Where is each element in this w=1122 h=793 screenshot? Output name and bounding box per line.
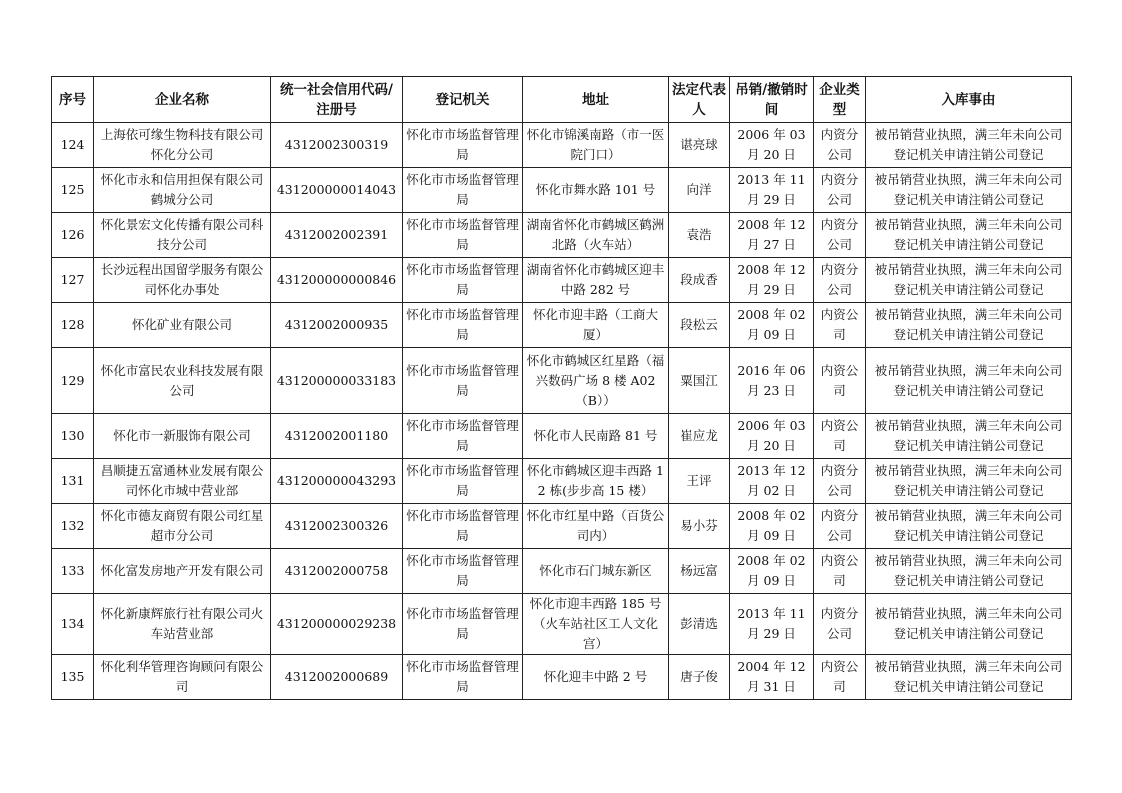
cell-reason: 被吊销营业执照，满三年未向公司登记机关申请注销公司登记 (866, 414, 1072, 459)
cell-rep: 段松云 (669, 303, 730, 348)
cell-no: 129 (52, 348, 94, 414)
table-row (52, 303, 1072, 348)
cell-name: 昌顺捷五富通林业发展有限公司怀化市城中营业部 (94, 459, 271, 504)
cell-name: 怀化市一新服饰有限公司 (94, 414, 271, 459)
cell-type: 内资公司 (814, 414, 866, 459)
cell-address: 怀化市人民南路 81 号 (523, 414, 669, 459)
table-row (52, 168, 1072, 213)
cell-rep: 向洋 (669, 168, 730, 213)
cell-reason: 被吊销营业执照，满三年未向公司登记机关申请注销公司登记 (866, 258, 1072, 303)
cell-name: 怀化富发房地产开发有限公司 (94, 549, 271, 594)
cell-authority: 怀化市市场监督管理局 (403, 504, 523, 549)
cell-authority: 怀化市市场监督管理局 (403, 348, 523, 414)
cell-date: 2008 年 12 月 27 日 (730, 213, 814, 258)
cell-authority: 怀化市市场监督管理局 (403, 549, 523, 594)
cell-rep: 谌亮球 (669, 123, 730, 168)
cell-type: 内资分公司 (814, 258, 866, 303)
cell-reason: 被吊销营业执照，满三年未向公司登记机关申请注销公司登记 (866, 504, 1072, 549)
cell-rep: 易小芬 (669, 504, 730, 549)
cell-address: 湖南省怀化市鹤城区鹤洲北路（火车站） (523, 213, 669, 258)
cell-name: 怀化利华管理咨询顾问有限公司 (94, 655, 271, 700)
cell-name: 怀化市富民农业科技发展有限公司 (94, 348, 271, 414)
cell-reason: 被吊销营业执照，满三年未向公司登记机关申请注销公司登记 (866, 655, 1072, 700)
cell-type: 内资分公司 (814, 594, 866, 655)
cell-reason: 被吊销营业执照，满三年未向公司登记机关申请注销公司登记 (866, 348, 1072, 414)
cell-code: 431200000033183 (271, 348, 403, 414)
cell-no: 130 (52, 414, 94, 459)
cell-type: 内资分公司 (814, 213, 866, 258)
cell-address: 怀化市鹤城区迎丰西路 12 栋(步步高 15 楼） (523, 459, 669, 504)
header-no: 序号 (52, 77, 94, 123)
cell-code: 4312002002391 (271, 213, 403, 258)
cell-date: 2008 年 02 月 09 日 (730, 303, 814, 348)
cell-type: 内资公司 (814, 655, 866, 700)
table-row (52, 213, 1072, 258)
header-address: 地址 (523, 77, 669, 123)
cell-rep: 段成香 (669, 258, 730, 303)
cell-address: 怀化市鹤城区红星路（福兴数码广场 8 楼 A02（B）） (523, 348, 669, 414)
cell-authority: 怀化市市场监督管理局 (403, 594, 523, 655)
cell-name: 怀化景宏文化传播有限公司科技分公司 (94, 213, 271, 258)
cell-type: 内资公司 (814, 348, 866, 414)
cell-address: 怀化市锦溪南路（市一医院门口） (523, 123, 669, 168)
cell-name: 怀化市永和信用担保有限公司鹤城分公司 (94, 168, 271, 213)
table-row (52, 123, 1072, 168)
cell-date: 2013 年 11 月 29 日 (730, 168, 814, 213)
header-date: 吊销/撤销时间 (730, 77, 814, 123)
cell-authority: 怀化市市场监督管理局 (403, 655, 523, 700)
cell-rep: 崔应龙 (669, 414, 730, 459)
cell-type: 内资分公司 (814, 168, 866, 213)
cell-no: 124 (52, 123, 94, 168)
cell-no: 133 (52, 549, 94, 594)
cell-reason: 被吊销营业执照，满三年未向公司登记机关申请注销公司登记 (866, 549, 1072, 594)
cell-type: 内资分公司 (814, 459, 866, 504)
cell-address: 怀化市迎丰路（工商大厦） (523, 303, 669, 348)
table-row (52, 655, 1072, 700)
cell-type: 内资分公司 (814, 123, 866, 168)
cell-address: 怀化市石门城东新区 (523, 549, 669, 594)
cell-rep: 杨远富 (669, 549, 730, 594)
cell-code: 431200000014043 (271, 168, 403, 213)
cell-authority: 怀化市市场监督管理局 (403, 123, 523, 168)
cell-code: 4312002001180 (271, 414, 403, 459)
cell-authority: 怀化市市场监督管理局 (403, 414, 523, 459)
table-header-row (52, 77, 1072, 123)
cell-no: 132 (52, 504, 94, 549)
cell-code: 4312002300319 (271, 123, 403, 168)
table-row (52, 348, 1072, 414)
cell-code: 431200000000846 (271, 258, 403, 303)
cell-rep: 彭清选 (669, 594, 730, 655)
header-rep: 法定代表人 (669, 77, 730, 123)
cell-type: 内资分公司 (814, 504, 866, 549)
cell-address: 怀化迎丰中路 2 号 (523, 655, 669, 700)
cell-name: 怀化新康辉旅行社有限公司火车站营业部 (94, 594, 271, 655)
cell-name: 上海依可缘生物科技有限公司怀化分公司 (94, 123, 271, 168)
cell-type: 内资公司 (814, 303, 866, 348)
cell-date: 2004 年 12 月 31 日 (730, 655, 814, 700)
cell-code: 431200000029238 (271, 594, 403, 655)
table-row (52, 258, 1072, 303)
header-type: 企业类型 (814, 77, 866, 123)
cell-reason: 被吊销营业执照，满三年未向公司登记机关申请注销公司登记 (866, 123, 1072, 168)
cell-date: 2008 年 12 月 29 日 (730, 258, 814, 303)
cell-date: 2013 年 12 月 02 日 (730, 459, 814, 504)
cell-code: 4312002300326 (271, 504, 403, 549)
header-code: 统一社会信用代码/注册号 (271, 77, 403, 123)
header-authority: 登记机关 (403, 77, 523, 123)
table-body (52, 123, 1072, 700)
register-table-container (51, 76, 1072, 700)
cell-no: 125 (52, 168, 94, 213)
cell-rep: 粟国江 (669, 348, 730, 414)
cell-rep: 袁浩 (669, 213, 730, 258)
cell-code: 431200000043293 (271, 459, 403, 504)
table-row (52, 549, 1072, 594)
cell-code: 4312002000689 (271, 655, 403, 700)
table-row (52, 594, 1072, 655)
cell-date: 2008 年 02 月 09 日 (730, 549, 814, 594)
header-name: 企业名称 (94, 77, 271, 123)
cell-reason: 被吊销营业执照，满三年未向公司登记机关申请注销公司登记 (866, 303, 1072, 348)
cell-reason: 被吊销营业执照，满三年未向公司登记机关申请注销公司登记 (866, 213, 1072, 258)
cell-rep: 唐子俊 (669, 655, 730, 700)
cell-reason: 被吊销营业执照，满三年未向公司登记机关申请注销公司登记 (866, 459, 1072, 504)
cell-authority: 怀化市市场监督管理局 (403, 258, 523, 303)
cell-no: 126 (52, 213, 94, 258)
cell-name: 长沙远程出国留学服务有限公司怀化办事处 (94, 258, 271, 303)
cell-rep: 王评 (669, 459, 730, 504)
cell-date: 2016 年 06 月 23 日 (730, 348, 814, 414)
cell-address: 湖南省怀化市鹤城区迎丰中路 282 号 (523, 258, 669, 303)
cell-no: 134 (52, 594, 94, 655)
revoked-enterprise-table (51, 76, 1072, 700)
cell-date: 2006 年 03 月 20 日 (730, 123, 814, 168)
table-row (52, 414, 1072, 459)
cell-no: 127 (52, 258, 94, 303)
header-reason: 入库事由 (866, 77, 1072, 123)
cell-reason: 被吊销营业执照，满三年未向公司登记机关申请注销公司登记 (866, 168, 1072, 213)
cell-date: 2006 年 03 月 20 日 (730, 414, 814, 459)
table-row (52, 504, 1072, 549)
cell-name: 怀化市德友商贸有限公司红星超市分公司 (94, 504, 271, 549)
cell-address: 怀化市迎丰西路 185 号（火车站社区工人文化宫） (523, 594, 669, 655)
cell-code: 4312002000758 (271, 549, 403, 594)
cell-no: 135 (52, 655, 94, 700)
cell-no: 128 (52, 303, 94, 348)
cell-code: 4312002000935 (271, 303, 403, 348)
cell-no: 131 (52, 459, 94, 504)
table-row (52, 459, 1072, 504)
cell-type: 内资公司 (814, 549, 866, 594)
cell-address: 怀化市舞水路 101 号 (523, 168, 669, 213)
cell-name: 怀化矿业有限公司 (94, 303, 271, 348)
cell-authority: 怀化市市场监督管理局 (403, 303, 523, 348)
cell-date: 2013 年 11 月 29 日 (730, 594, 814, 655)
cell-authority: 怀化市市场监督管理局 (403, 459, 523, 504)
cell-reason: 被吊销营业执照，满三年未向公司登记机关申请注销公司登记 (866, 594, 1072, 655)
cell-address: 怀化市红星中路（百货公司内） (523, 504, 669, 549)
cell-authority: 怀化市市场监督管理局 (403, 168, 523, 213)
cell-date: 2008 年 02 月 09 日 (730, 504, 814, 549)
cell-authority: 怀化市市场监督管理局 (403, 213, 523, 258)
